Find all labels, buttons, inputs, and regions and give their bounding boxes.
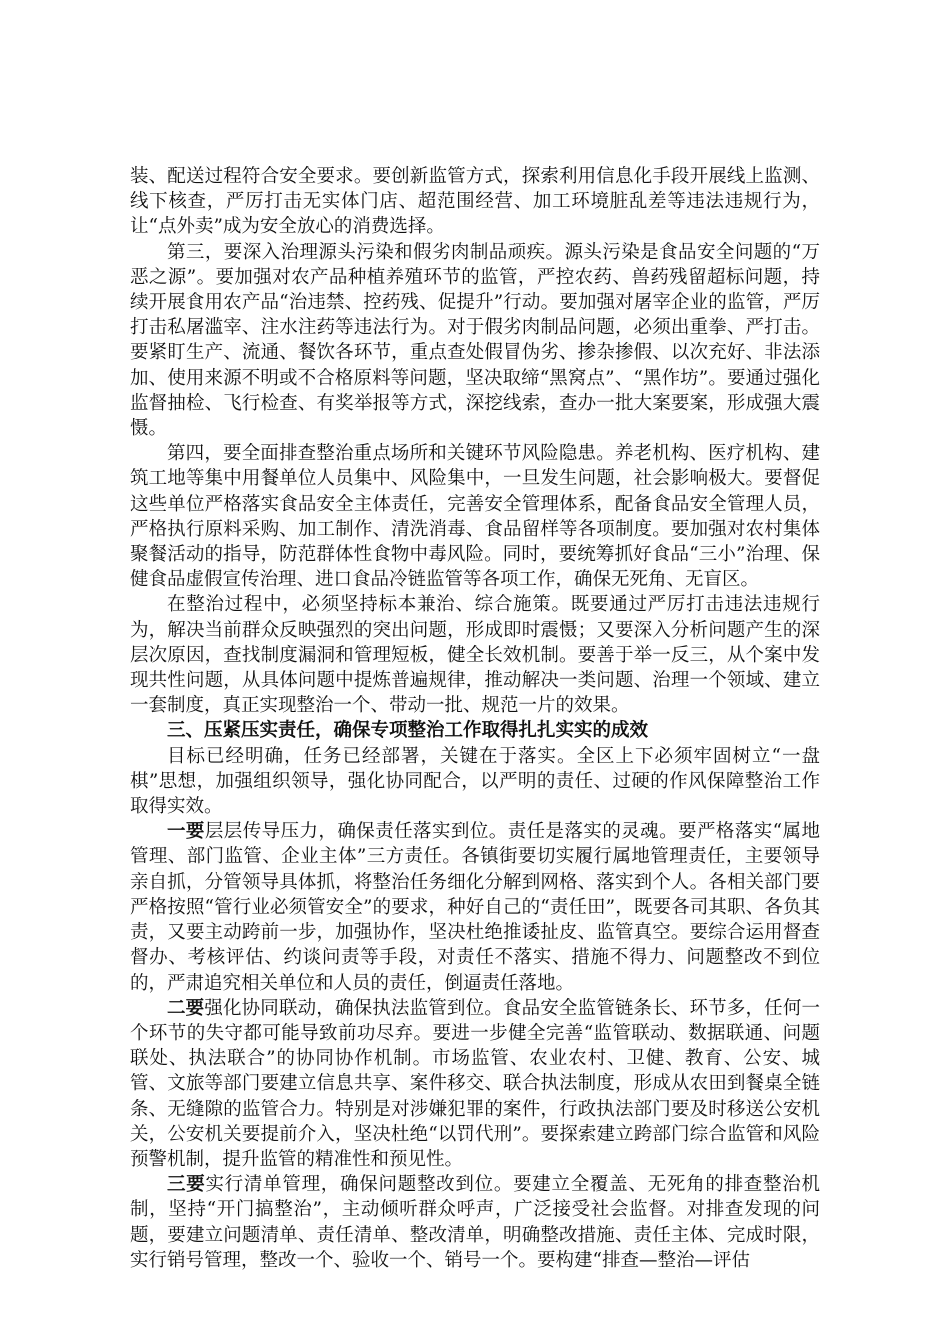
paragraph-requirement-one	[130, 819, 820, 995]
lead-phrase-one: 一要	[167, 821, 205, 843]
paragraph-section-intro: 目标已经明确，任务已经部署，关键在于落实。全区上下必须牢固树立“一盘棋”思想，加强组织领导，强化协同配合，以严明的责任、过硬的作风保障整治工作取得实效。	[130, 745, 820, 818]
paragraph-requirement-two	[130, 996, 820, 1172]
requirement-one-text: 层层传导压力，确保责任落实到位。责任是落实的灵魂。要严格落实“属地管理、部门监管、企业主体”三方责任。各镇街要切实履行属地管理责任，主要领导亲自抓，分管领导具体抓，将整治任务细化分解到网格、落实到个人。各相关部门要严格按照“管行业必须管安全”的要求，种好自己的“责任田”，既要各司其职、各负其责，又要主动跨前一步，加强协作，坚决杜绝推诿扯皮、监管真空。要综合运用督查督办、考核评估、约谈问责等手段，对责任不落实、措施不得力、问题整改不到位的，严肃追究相关单位和人员的责任，倒逼责任落地。	[130, 821, 820, 994]
paragraph-fourth-point: 第四，要全面排查整治重点场所和关键环节风险隐患。养老机构、医疗机构、建筑工地等集中用餐单位人员集中、风险集中，一旦发生问题，社会影响极大。要督促这些单位严格落实食品安全主体责任，完善安全管理体系，配备食品安全管理人员，严格执行原料采购、加工制作、清洗消毒、食品留样等各项制度。要加强对农村集体聚餐活动的指导，防范群体性食物中毒风险。同时，要统筹抓好食品“三小”治理、保健食品虚假宣传治理、进口食品冷链监管等各项工作，确保无死角、无盲区。	[130, 443, 820, 591]
paragraph-requirement-three	[130, 1172, 820, 1273]
section-heading-three: 三、压紧压实责任，确保专项整治工作取得扎扎实实的成效	[167, 720, 649, 742]
paragraph-continuation: 装、配送过程符合安全要求。要创新监管方式，探索利用信息化手段开展线上监测、线下核查，严厉打击无实体门店、超范围经营、加工环境脏乱差等违法违规行为，让“点外卖”成为安全放心的消费选择。	[130, 166, 820, 238]
paragraph-rectification-approach: 在整治过程中，必须坚持标本兼治、综合施策。既要通过严厉打击违法违规行为，解决当前群众反映强烈的突出问题，形成即时震慑；又要深入分析问题产生的深层次原因，查找制度漏洞和管理短板，健全长效机制。要善于举一反三，从个案中发现共性问题，从具体问题中提炼普遍规律，推动解决一类问题、治理一个领域、建立一套制度，真正实现整治一个、带动一批、规范一片的效果。	[130, 594, 820, 717]
lead-phrase-two: 二要	[167, 997, 205, 1019]
document-page	[130, 164, 820, 1273]
paragraph-third-point: 第三，要深入治理源头污染和假劣肉制品顽疾。源头污染是食品安全问题的“万恶之源”。要加强对农产品种植养殖环节的监管，严控农药、兽药残留超标问题，持续开展食用农产品“治违禁、控药残、促提升”行动。要加强对屠宰企业的监管，严厉打击私屠滥宰、注水注药等违法行为。对于假劣肉制品问题，必须出重拳、严打击。要紧盯生产、流通、餐饮各环节，重点查处假冒伪劣、掺杂掺假、以次充好、非法添加、使用来源不明或不合格原料等问题，坚决取缔“黑窝点”、“黑作坊”。要通过强化监督抽检、飞行检查、有奖举报等方式，深挖线索，查办一批大案要案，形成强大震慑。	[130, 241, 820, 440]
requirement-three-text: 实行清单管理，确保问题整改到位。要建立全覆盖、无死角的排查整治机制，坚持“开门搞整治”，主动倾听群众呼声，广泛接受社会监督。对排查发现的问题，要建立问题清单、责任清单、整改清单，明确整改措施、责任主体、完成时限，实行销号管理，整改一个、验收一个、销号一个。要构建“排查—整治—评估	[130, 1174, 820, 1271]
lead-phrase-three: 三要	[167, 1174, 206, 1196]
requirement-two-text: 强化协同联动，确保执法监管到位。食品安全监管链条长、环节多，任何一个环节的失守都可能导致前功尽弃。要进一步健全完善“监管联动、数据联通、问题联处、执法联合”的协同协作机制。市场监管、农业农村、卫健、教育、公安、城管、文旅等部门要建立信息共享、案件移交、联合执法制度，形成从农田到餐桌全链条、无缝隙的监管合力。特别是对涉嫌犯罪的案件，行政执法部门要及时移送公安机关，公安机关要提前介入，坚决杜绝“以罚代刑”。要探索建立跨部门综合监管和风险预警机制，提升监管的精准性和预见性。	[130, 997, 820, 1170]
